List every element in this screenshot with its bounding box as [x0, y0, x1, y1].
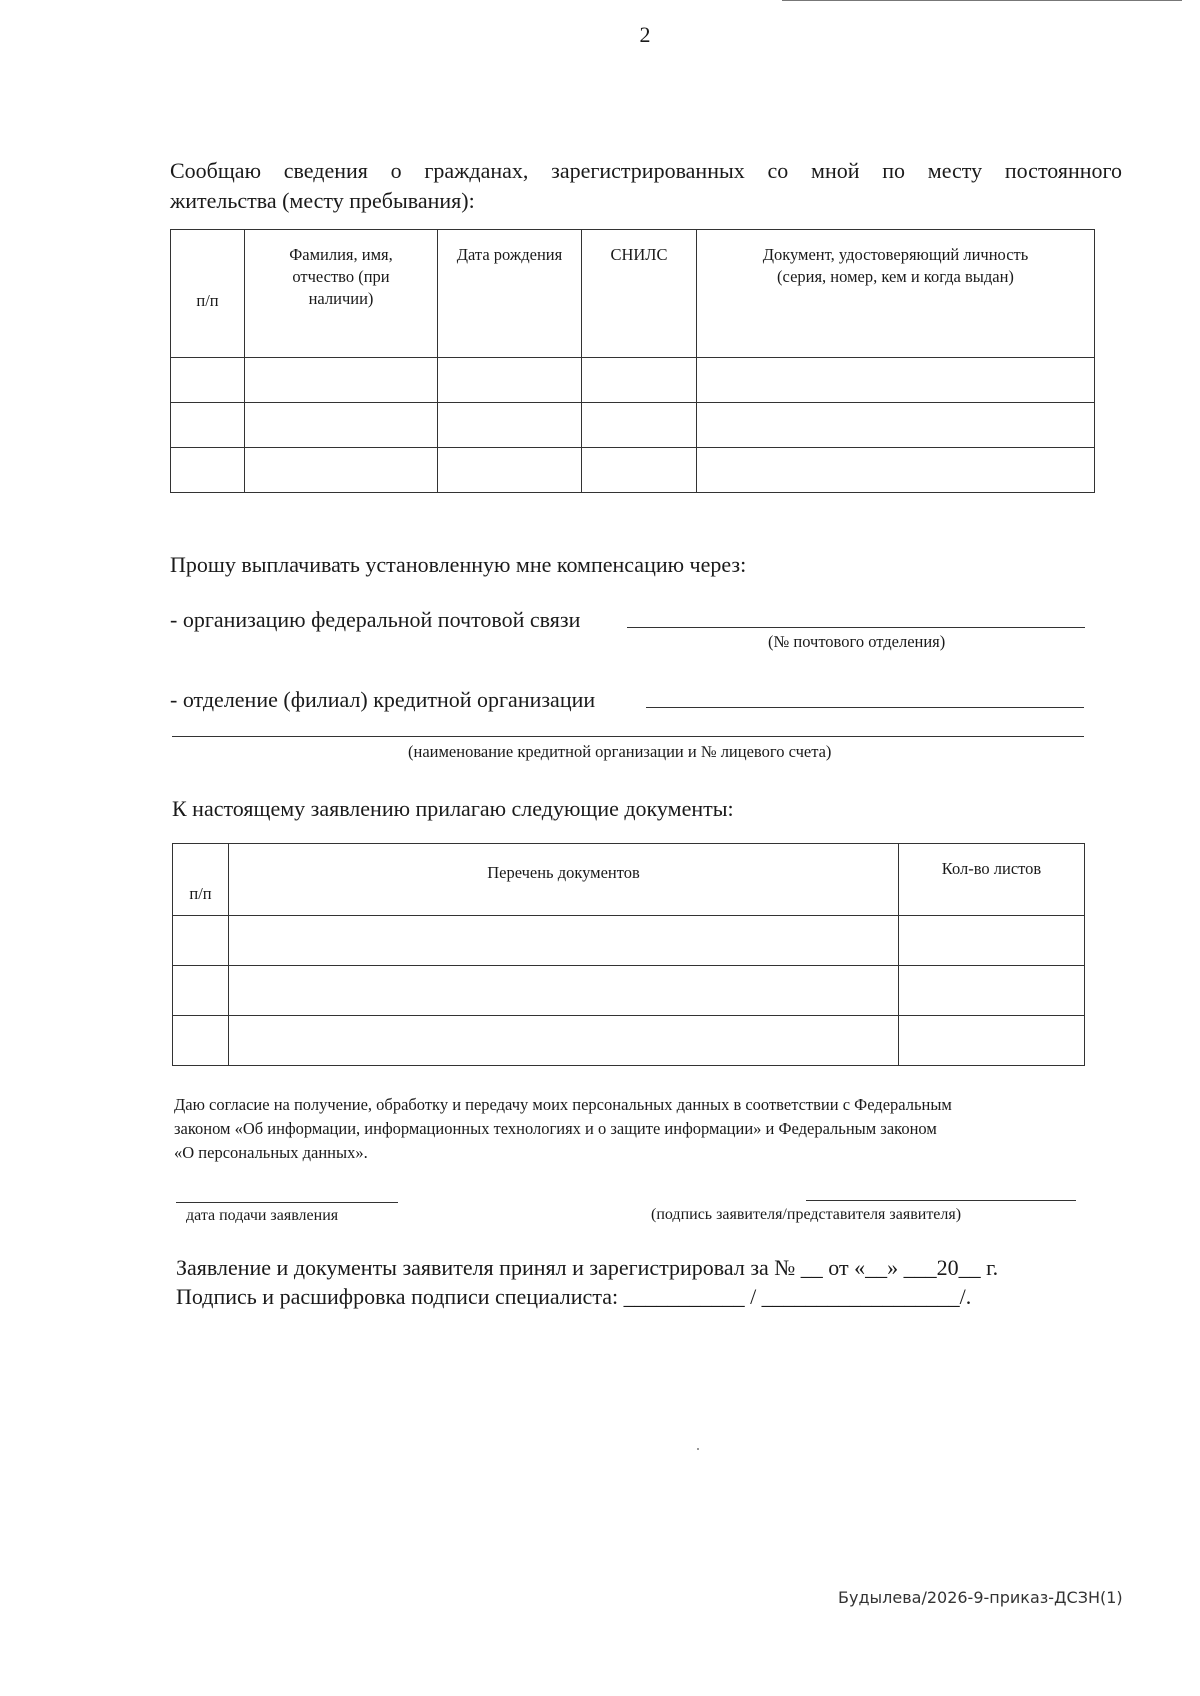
cell-full-name[interactable]	[245, 448, 438, 493]
cell-birth-date[interactable]	[438, 448, 582, 493]
col-header-documents: Перечень документов	[229, 844, 899, 916]
applicant-signature-field[interactable]	[806, 1200, 1076, 1201]
cell-document[interactable]	[229, 1016, 899, 1066]
col-header-sheet-count: Кол-во листов	[899, 844, 1085, 916]
payment-heading: Прошу выплачивать установленную мне компенсацию через:	[170, 552, 747, 577]
cell-id-document[interactable]	[697, 403, 1095, 448]
table-row	[173, 916, 1085, 966]
col-header-snils: СНИЛС	[582, 230, 697, 358]
col-header-full-name: Фамилия, имя, отчество (при наличии)	[245, 230, 438, 358]
attachments-table	[172, 843, 1085, 1066]
consent-line-3: «О персональных данных».	[174, 1143, 368, 1162]
cell-id-document[interactable]	[697, 448, 1095, 493]
page-number: 2	[639, 22, 651, 47]
cell-snils[interactable]	[582, 358, 697, 403]
citizens-table	[170, 229, 1095, 493]
intro-line-2: жительства (месту пребывания):	[170, 188, 475, 213]
cell-full-name[interactable]	[245, 358, 438, 403]
cell-snils[interactable]	[582, 448, 697, 493]
cell-sheet-count[interactable]	[899, 1016, 1085, 1066]
table-row	[173, 1016, 1085, 1066]
submission-date-field[interactable]	[176, 1202, 398, 1203]
col-header-number: п/п	[171, 230, 245, 358]
specialist-signature-line: Подпись и расшифровка подписи специалиста: ___________ / __________________/.	[176, 1284, 972, 1309]
cell-id-document[interactable]	[697, 358, 1095, 403]
cell-birth-date[interactable]	[438, 358, 582, 403]
cell-sheet-count[interactable]	[899, 916, 1085, 966]
consent-line-2: законом «Об информации, информационных технологиях и о защите информации» и Федеральным законом	[174, 1119, 937, 1138]
scan-speck	[697, 1448, 699, 1450]
col-header-birth-date: Дата рождения	[438, 230, 582, 358]
intro-line-1: Сообщаю сведения о гражданах, зарегистрированных со мной по месту постоянного	[170, 158, 1122, 183]
cell-full-name[interactable]	[245, 403, 438, 448]
cell-number[interactable]	[173, 916, 229, 966]
table-row	[171, 448, 1095, 493]
bank-field-line-2[interactable]	[172, 736, 1084, 737]
top-edge-line	[782, 0, 1182, 1]
col-header-id-document: Документ, удостоверяющий личность (серия, номер, кем и когда выдан)	[697, 230, 1095, 358]
cell-document[interactable]	[229, 966, 899, 1016]
bank-field-line-1[interactable]	[646, 707, 1084, 708]
citizens-table-header	[171, 230, 1095, 358]
applicant-signature-label: (подпись заявителя/представителя заявителя)	[651, 1206, 962, 1223]
document-code: Будылева/2026-9-приказ-ДСЗН(1)	[838, 1588, 1123, 1607]
submission-date-label: дата подачи заявления	[186, 1207, 339, 1224]
attachments-heading: К настоящему заявлению прилагаю следующие документы:	[172, 796, 734, 821]
cell-sheet-count[interactable]	[899, 966, 1085, 1016]
cell-snils[interactable]	[582, 403, 697, 448]
cell-number[interactable]	[171, 358, 245, 403]
consent-line-1: Даю согласие на получение, обработку и передачу моих персональных данных в соответствии с Федеральным	[174, 1095, 952, 1114]
table-row	[171, 358, 1095, 403]
registration-line: Заявление и документы заявителя принял и зарегистрировал за № __ от «__» ___20__ г.	[176, 1255, 999, 1280]
bank-hint: (наименование кредитной организации и № лицевого счета)	[408, 742, 832, 761]
bank-option-label: - отделение (филиал) кредитной организации	[170, 687, 596, 712]
post-option-label: - организацию федеральной почтовой связи	[170, 607, 581, 632]
cell-number[interactable]	[171, 403, 245, 448]
cell-number[interactable]	[173, 966, 229, 1016]
table-row	[171, 403, 1095, 448]
post-office-field[interactable]	[627, 627, 1085, 628]
attachments-table-header	[173, 844, 1085, 916]
cell-number[interactable]	[171, 448, 245, 493]
cell-document[interactable]	[229, 916, 899, 966]
cell-birth-date[interactable]	[438, 403, 582, 448]
table-row	[173, 966, 1085, 1016]
post-office-hint: (№ почтового отделения)	[768, 632, 946, 651]
cell-number[interactable]	[173, 1016, 229, 1066]
col-header-number: п/п	[173, 844, 229, 916]
